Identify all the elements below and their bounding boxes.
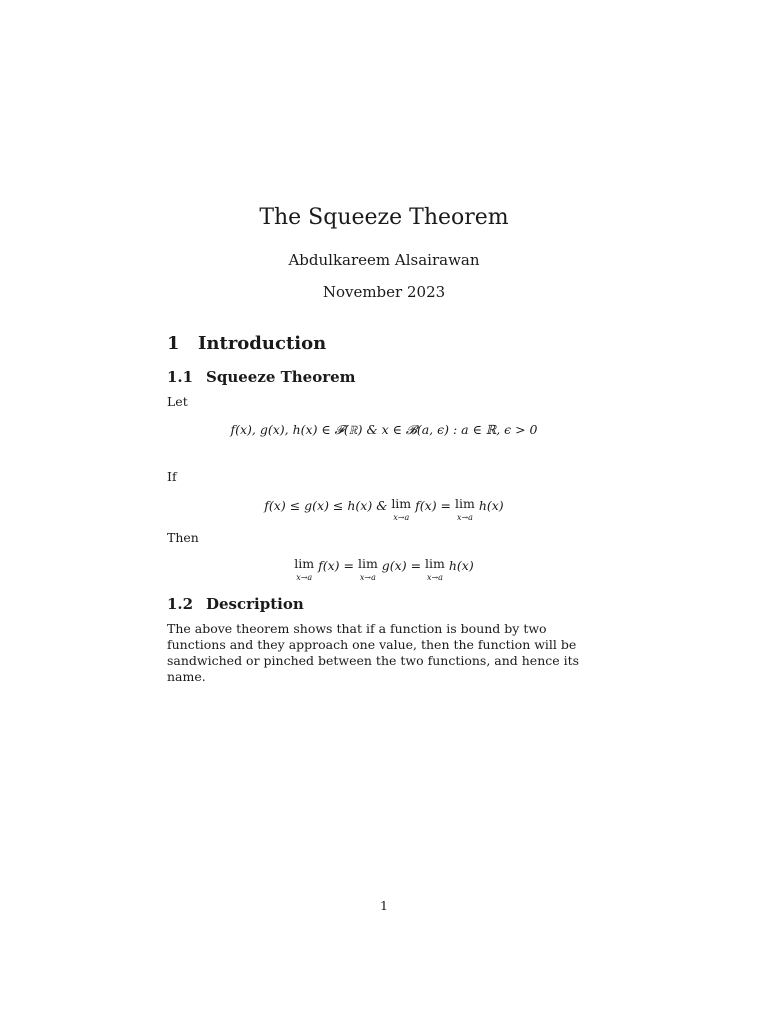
section-title: Introduction [198,333,327,354]
limit-operator [391,498,411,522]
limit-word: lim [425,556,445,571]
limit-word: lim [357,556,378,571]
limit-operator [294,558,314,582]
limit-operator [455,498,475,522]
equation-3-f: f(x) = [314,558,358,573]
label-if: If [167,469,177,484]
section-heading-introduction [167,333,326,354]
section-number: 1 [167,333,180,354]
publication-date: November 2023 [322,283,446,301]
label-let: Let [167,394,188,409]
label-then: Then [167,530,199,545]
limit-operator [425,558,445,582]
equation-definitions [0,422,768,438]
description-paragraph: The above theorem shows that if a function is bound by two functions and they approach one value, then the function will be sandwiched or pinched between the two functions, and hence its name. [167,621,580,684]
equation-hypothesis [0,498,768,522]
limit-subscript: x→a [296,572,313,582]
author-name: Abdulkareem Alsairawan [288,251,480,269]
limit-subscript: x→a [393,512,410,522]
equation-2-part-2: f(x) = [411,498,455,513]
limit-subscript: x→a [359,572,376,582]
subsection-number: 1.2 [167,595,194,613]
subsection-heading-description [167,595,304,613]
limit-subscript: x→a [426,572,443,582]
subsection-heading-squeeze-theorem [167,368,356,386]
paper-title: The Squeeze Theorem [259,205,509,230]
limit-word: lim [294,556,315,571]
subsection-title: Description [206,595,304,613]
equation-1-text: f(x), g(x), h(x) ∈ 𝓕(ℝ) & x ∈ 𝓑(a, ϵ) : a ∈ ℝ, ϵ > 0 [230,422,538,437]
equation-conclusion [0,558,768,582]
subsection-number: 1.1 [167,368,194,386]
equation-2-part-3: h(x) [474,498,504,513]
page-number: 1 [380,898,388,913]
equation-2-part-1: f(x) ≤ g(x) ≤ h(x) & [264,498,392,513]
limit-word: lim [391,496,412,511]
limit-operator [358,558,378,582]
equation-3-h: h(x) [444,558,474,573]
limit-subscript: x→a [456,512,473,522]
subsection-title: Squeeze Theorem [206,368,356,386]
equation-3-g: g(x) = [377,558,426,573]
limit-word: lim [455,496,475,511]
